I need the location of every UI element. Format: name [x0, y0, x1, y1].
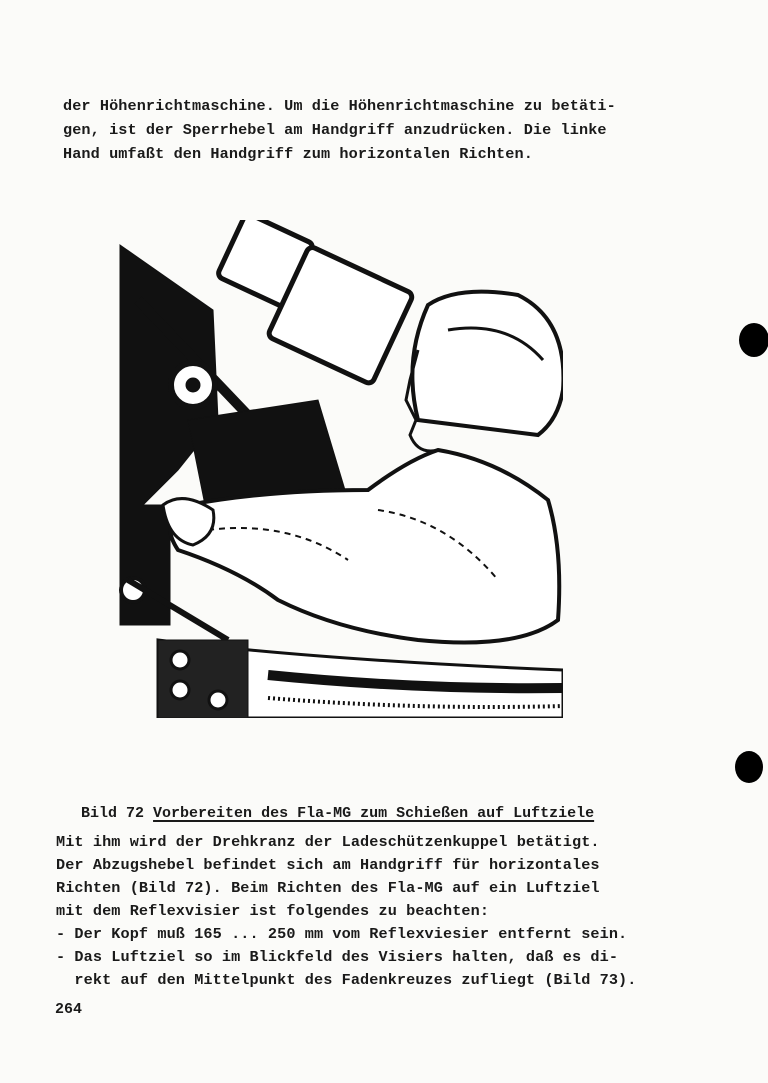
list-item: - Das Luftziel so im Blickfeld des Visiers halten, daß es di-	[56, 948, 619, 966]
caption-title: Vorbereiten des Fla-MG zum Schießen auf Luftziele	[153, 805, 595, 822]
text-line: Der Abzugshebel befindet sich am Handgriff für horizontales	[56, 856, 600, 874]
text-line: gen, ist der Sperrhebel am Handgriff anzudrücken. Die linke	[63, 121, 607, 139]
text-line: Mit ihm wird der Drehkranz der Ladeschützenkuppel betätigt.	[56, 833, 600, 851]
text-line: Richten (Bild 72). Beim Richten des Fla-MG auf ein Luftziel	[56, 879, 600, 897]
caption-label: Bild 72	[81, 805, 145, 822]
list-item: - Der Kopf muß 165 ... 250 mm vom Reflexviesier entfernt sein.	[56, 925, 628, 943]
base-ring	[158, 640, 563, 718]
text-line: der Höhenrichtmaschine. Um die Höhenrichtmaschine zu betäti-	[63, 97, 616, 115]
text-line: mit dem Reflexvisier ist folgendes zu beachten:	[56, 902, 490, 920]
figure-illustration	[118, 220, 563, 718]
figure-caption	[63, 788, 594, 822]
list-item-continuation: rekt auf den Mittelpunkt des Fadenkreuzes zufliegt (Bild 73).	[56, 971, 637, 989]
punch-hole	[739, 323, 768, 357]
text-line: Hand umfaßt den Handgriff zum horizontalen Richten.	[63, 145, 533, 163]
page-number: 264	[55, 1001, 83, 1018]
punch-hole	[735, 751, 763, 783]
